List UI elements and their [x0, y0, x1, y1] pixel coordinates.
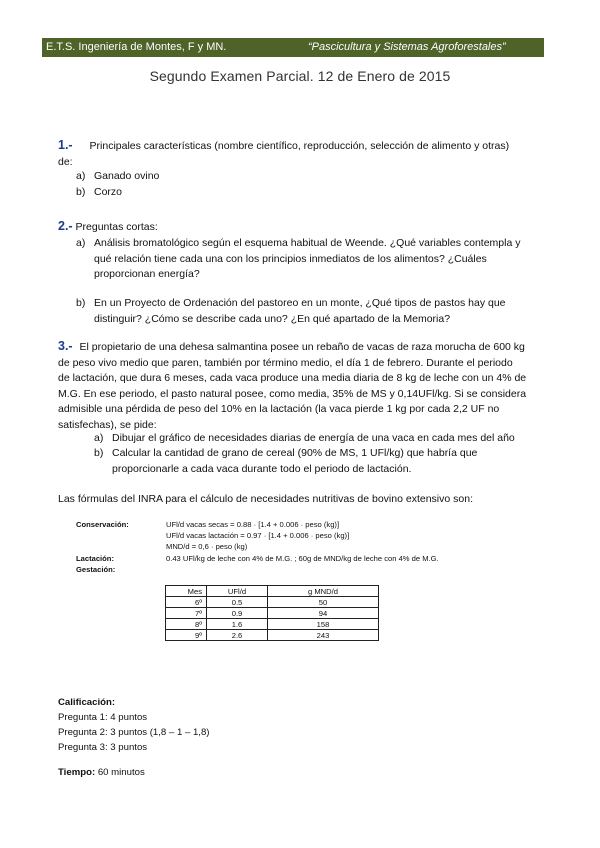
time-label: Tiempo:	[58, 767, 96, 778]
lactacion-formula: 0.43 UFl/kg de leche con 4% de M.G. ; 60g de MND/kg de leche con 4% de M.G.	[166, 554, 439, 563]
question-1	[58, 138, 545, 170]
grading	[58, 695, 209, 755]
question-2-item-b: b) En un Proyecto de Ordenación del pastoreo en un monte, ¿Qué tipos de pastos hay que distinguir? ¿Cómo se describe cada uno? ¿En qué apartado de la Memoria?	[76, 297, 506, 325]
question-1-text-cont: de:	[58, 155, 73, 168]
gestation-needs-table	[165, 585, 379, 641]
question-1-text: Principales características (nombre científico, reproducción, selección de alimento y otras)	[89, 140, 510, 152]
institution-name: E.T.S. Ingeniería de Montes, F y MN.	[46, 41, 227, 53]
question-2	[58, 219, 545, 236]
gestacion-label: Gestación:	[76, 565, 116, 574]
question-2-item-a: a) Análisis bromatológico según el esquema habitual de Weende. ¿Qué variables contempla y qué relación tiene cada una con los principios inmediatos de los alimentos? ¿Cuáles proporcionan energía?	[76, 237, 521, 280]
question-3-number: 3.-	[58, 339, 73, 353]
grading-item: Pregunta 1: 4 puntos	[58, 712, 148, 723]
question-3: 3.- El propietario de una dehesa salmantina posee un rebaño de vacas de raza morucha de 600 kg de peso vivo medio que paren, también por término medio, el día 1 de febrero. Durante el periodo de lactación, que dura 6 meses, cada vaca produce una media diaria de 8 kg de leche con un 4% de M.G. En ese periodo, el pasto natural posee, como media, 35% de MS y 0,14UFl/kg. Si se considera admisible una pérdida de peso del 10% en la lactación (la vaca pierde 1 kg por cada 2,2 UF no satisfechas), se pide:	[58, 339, 527, 431]
question-2-number: 2.-	[58, 219, 73, 233]
page-title: Segundo Examen Parcial. 12 de Enero de 2015	[149, 68, 451, 84]
time-value: 60 minutos	[97, 767, 145, 778]
table-header-row: Mes UFl/d g MND/d	[166, 586, 379, 597]
question-3-item-b: b) Calcular la cantidad de grano de cereal (90% de MS, 1 UFl/kg) que habría que proporcionarle a cada vaca durante todo el periodo de lactación.	[94, 447, 478, 475]
lactacion-label: Lactación:	[76, 554, 114, 563]
formulas-intro: Las fórmulas del INRA para el cálculo de necesidades nutritivas de bovino extensivo son:	[58, 493, 473, 505]
grading-item: Pregunta 2: 3 puntos (1,8 – 1 – 1,8)	[58, 727, 210, 738]
header-bar	[42, 38, 544, 57]
conservacion-label: Conservación:	[76, 520, 129, 529]
grading-item: Pregunta 3: 3 puntos	[58, 742, 148, 753]
table-row: 8º 1.6 158	[166, 619, 379, 630]
question-1-number: 1.-	[58, 138, 73, 152]
question-2-intro: Preguntas cortas:	[75, 221, 158, 233]
course-name: “Pascicultura y Sistemas Agroforestales”	[308, 41, 506, 53]
table-row: 6º 0.5 50	[166, 597, 379, 608]
table-row: 7º 0.9 94	[166, 608, 379, 619]
conservacion-formulas: UFl/d vacas secas = 0.88 · [1.4 + 0.006 · peso (kg)] UFl/d vacas lactación = 0.97 · [1.4 + 0.006 · peso (kg)] MND/d = 0,6 · peso (kg)	[166, 520, 350, 551]
grading-title: Calificación:	[58, 697, 116, 708]
table-row: 9º 2.6 243	[166, 630, 379, 641]
exam-time	[58, 765, 145, 780]
question-3-line1: El propietario de una dehesa salmantina posee un rebaño de vacas de raza morucha de 600 kg	[79, 341, 525, 353]
